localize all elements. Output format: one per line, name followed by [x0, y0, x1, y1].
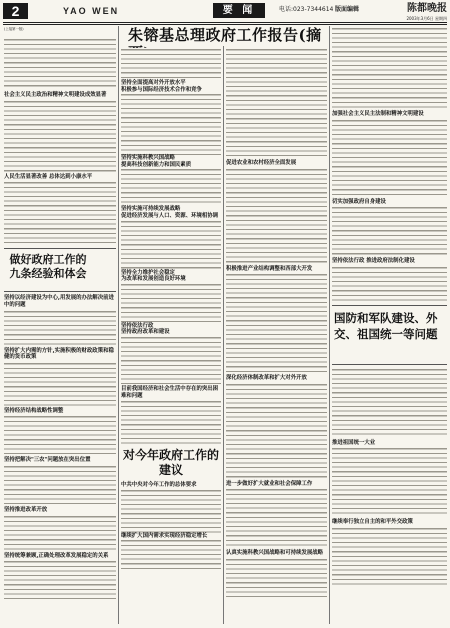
text-lines [332, 447, 447, 517]
section-name-en: YAO WEN [63, 6, 120, 16]
section-heading: 坚持实施可持续发展战略 [121, 206, 181, 213]
section-heading: 社会主义民主政治和精神文明建设成效显著 [4, 92, 107, 99]
body-text [4, 34, 116, 39]
text-lines [332, 119, 447, 197]
text-lines [4, 415, 116, 455]
section-heading: 加强社会主义民主法制和精神文明建设 [332, 111, 424, 117]
section-heading: 目前我国经济和社会生活中存在的突出困难和问题 [121, 385, 219, 399]
section-heading: 坚持把解决"三农"问题放在突出位置 [4, 457, 91, 464]
text-lines [4, 560, 116, 600]
section-heading: 坚持依法行政 [121, 322, 154, 329]
text-lines [332, 206, 447, 256]
section-heading: 促进农业和农村经济全面发展 [226, 160, 297, 166]
text-lines [121, 489, 221, 533]
section-heading: 坚持全力维护社会稳定 [121, 269, 175, 276]
text-lines [4, 465, 116, 505]
text-lines [226, 48, 327, 158]
phone-number: 电话:023-7344614 [279, 6, 334, 13]
section-heading: 积极推进产业结构调整和西部大开发 [226, 265, 313, 272]
text-lines [226, 383, 327, 479]
feature-headline: 做好政府工作的九条经验和体会 [9, 253, 87, 281]
text-lines [332, 527, 447, 587]
section-heading: 坚持推进改革开放 [4, 506, 48, 513]
section-heading: 中共中央对今年工作的总体要求 [121, 482, 197, 489]
issue-date: 2003年3月6日 星期四 [406, 16, 447, 21]
main-headline: 朱镕基总理政府工作报告(摘 [128, 26, 322, 44]
text-lines [121, 283, 221, 323]
continued-label: (上接第一版) [4, 27, 24, 31]
column-divider [118, 26, 119, 624]
text-lines [4, 100, 116, 172]
text-lines [4, 181, 116, 245]
text-lines [4, 362, 116, 406]
section-subheading: 坚持政府改革和建设 [121, 329, 170, 336]
text-lines [121, 400, 221, 444]
masthead-rule-secondary [3, 24, 447, 25]
section-heading: 进一步做好扩大就业和社会保障工作 [226, 480, 313, 487]
section-heading: 坚持依法行政 推进政府法制化建设 [332, 258, 415, 265]
text-lines [121, 220, 221, 270]
text-lines [121, 48, 221, 80]
section-subheading: 为改革和发展创造良好环境 [121, 276, 186, 283]
text-lines [332, 368, 447, 438]
section-heading: 坚持扩大内需的方针,实施积极的财政政策和稳健的货币政策 [4, 347, 114, 361]
section-heading: 认真实施科教兴国战略和可持续发展战略 [226, 550, 324, 557]
column-divider [223, 46, 224, 624]
text-lines [121, 93, 221, 155]
section-heading: 坚持全面提高对外开放水平 [121, 80, 186, 86]
section-heading: 继续扩大国内需求实现经济稳定增长 [121, 532, 208, 539]
column-divider [329, 26, 330, 624]
newspaper-logo: 陈都晚报 [407, 3, 447, 14]
section-heading: 推进祖国统一大业 [332, 439, 376, 446]
section-heading: 坚持统筹兼顾,正确处理改革发展稳定的关系 [4, 552, 109, 559]
left-column [4, 27, 116, 624]
text-lines [226, 168, 327, 264]
section-subheading: 积极参与国际经济技术合作和竞争 [121, 86, 202, 93]
text-lines [332, 27, 447, 109]
right-middle-column [226, 48, 327, 624]
feature-box [332, 305, 447, 365]
section-heading: 坚持以经济建设为中心,用发展的办法解决前进中的问题 [4, 295, 114, 308]
advice-headline: 对今年政府工作的建议 [122, 448, 219, 478]
text-lines [4, 38, 116, 90]
masthead-rule [3, 22, 447, 23]
right-column [332, 27, 447, 624]
text-lines [121, 336, 221, 384]
editor-label: 版面编辑 [335, 6, 360, 13]
section-heading: 切实加强政府自身建设 [332, 198, 386, 205]
text-lines [4, 310, 116, 346]
text-lines [121, 168, 221, 206]
text-lines [226, 558, 327, 598]
page-number: 2 [3, 3, 28, 19]
section-heading: 坚持经济结构战略性调整 [4, 407, 64, 414]
text-lines [4, 515, 116, 551]
section-heading: 坚持实施科教兴国战略 [121, 155, 175, 162]
section-subheading: 促进经济发展与人口、资源、环境相协调 [121, 212, 219, 219]
section-subheading: 提高科技创新能力和国民素质 [121, 161, 192, 168]
section-heading: 深化经济体制改革和扩大对外开放 [226, 375, 307, 382]
section-heading: 人民生活显著改善 总体达到小康水平 [4, 173, 93, 180]
text-lines [226, 273, 327, 373]
text-lines [121, 539, 221, 569]
feature-box [4, 248, 116, 292]
section-heading: 继续奉行独立自主的和平外交政策 [332, 519, 413, 526]
middle-column [121, 48, 221, 624]
feature-headline: 国防和军队建设、外交、祖国统一等问题 [334, 310, 438, 341]
section-name-cn: 要 闻 [213, 3, 265, 18]
text-lines [332, 266, 447, 302]
text-lines [226, 488, 327, 548]
